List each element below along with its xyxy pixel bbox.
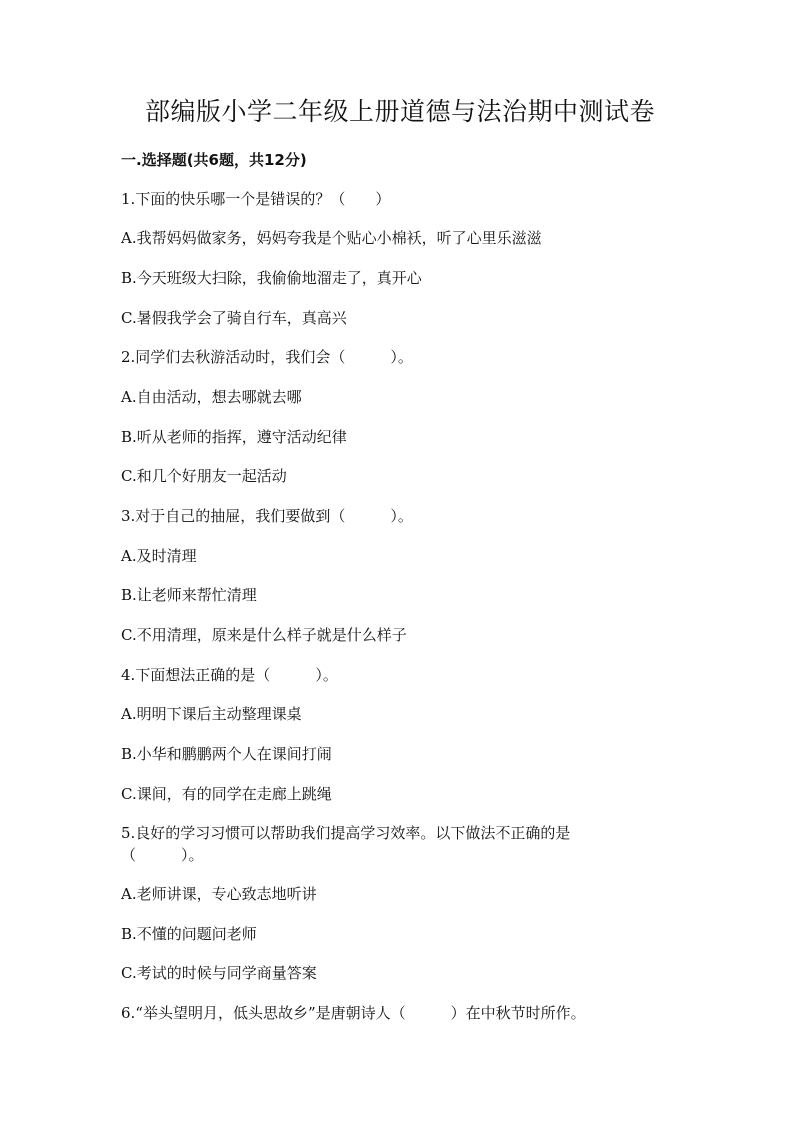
question-5-stem: 5.良好的学习习惯可以帮助我们提高学习效率。以下做法不正确的是 — [121, 824, 571, 842]
question-2-option-c: C.和几个好朋友一起活动 — [121, 467, 287, 485]
question-5-option-b: B.不懂的问题问老师 — [121, 925, 257, 943]
question-3-stem: 3.对于自己的抽屉，我们要做到（ ）。 — [121, 507, 413, 525]
question-4-stem: 4.下面想法正确的是（ ）。 — [121, 666, 338, 684]
page-title: 部编版小学二年级上册道德与法治期中测试卷 — [144, 97, 655, 126]
question-2-option-b: B.听从老师的指挥，遵守活动纪律 — [121, 428, 347, 446]
question-3-option-a: A.及时清理 — [121, 547, 197, 565]
question-4-option-c: C.课间，有的同学在走廊上跳绳 — [121, 785, 332, 803]
question-6-stem: 6.“举头望明月，低头思故乡”是唐朝诗人（ ）在中秋节时所作。 — [121, 1004, 586, 1022]
question-1-option-a: A.我帮妈妈做家务，妈妈夸我是个贴心小棉袄，听了心里乐滋滋 — [121, 229, 542, 247]
question-2-stem: 2.同学们去秋游活动时，我们会（ ）。 — [121, 348, 413, 366]
question-3-option-b: B.让老师来帮忙清理 — [121, 586, 257, 604]
question-5-option-a: A.老师讲课，专心致志地听讲 — [121, 885, 317, 903]
question-5-stem-continued: （ ）。 — [121, 846, 204, 864]
question-3-option-c: C.不用清理，原来是什么样子就是什么样子 — [121, 626, 407, 644]
question-5-option-c: C.考试的时候与同学商量答案 — [121, 964, 317, 982]
question-1-option-c: C.暑假我学会了骑自行车，真高兴 — [121, 309, 347, 327]
question-1-stem: 1.下面的快乐哪一个是错误的？（ ） — [121, 190, 391, 208]
question-4-option-a: A.明明下课后主动整理课桌 — [121, 705, 302, 723]
question-1-option-b: B.今天班级大扫除，我偷偷地溜走了，真开心 — [121, 269, 422, 287]
section-heading: 一.选择题(共6题，共12分) — [121, 151, 307, 169]
question-4-option-b: B.小华和鹏鹏两个人在课间打闹 — [121, 745, 332, 763]
question-2-option-a: A.自由活动，想去哪就去哪 — [121, 388, 302, 406]
